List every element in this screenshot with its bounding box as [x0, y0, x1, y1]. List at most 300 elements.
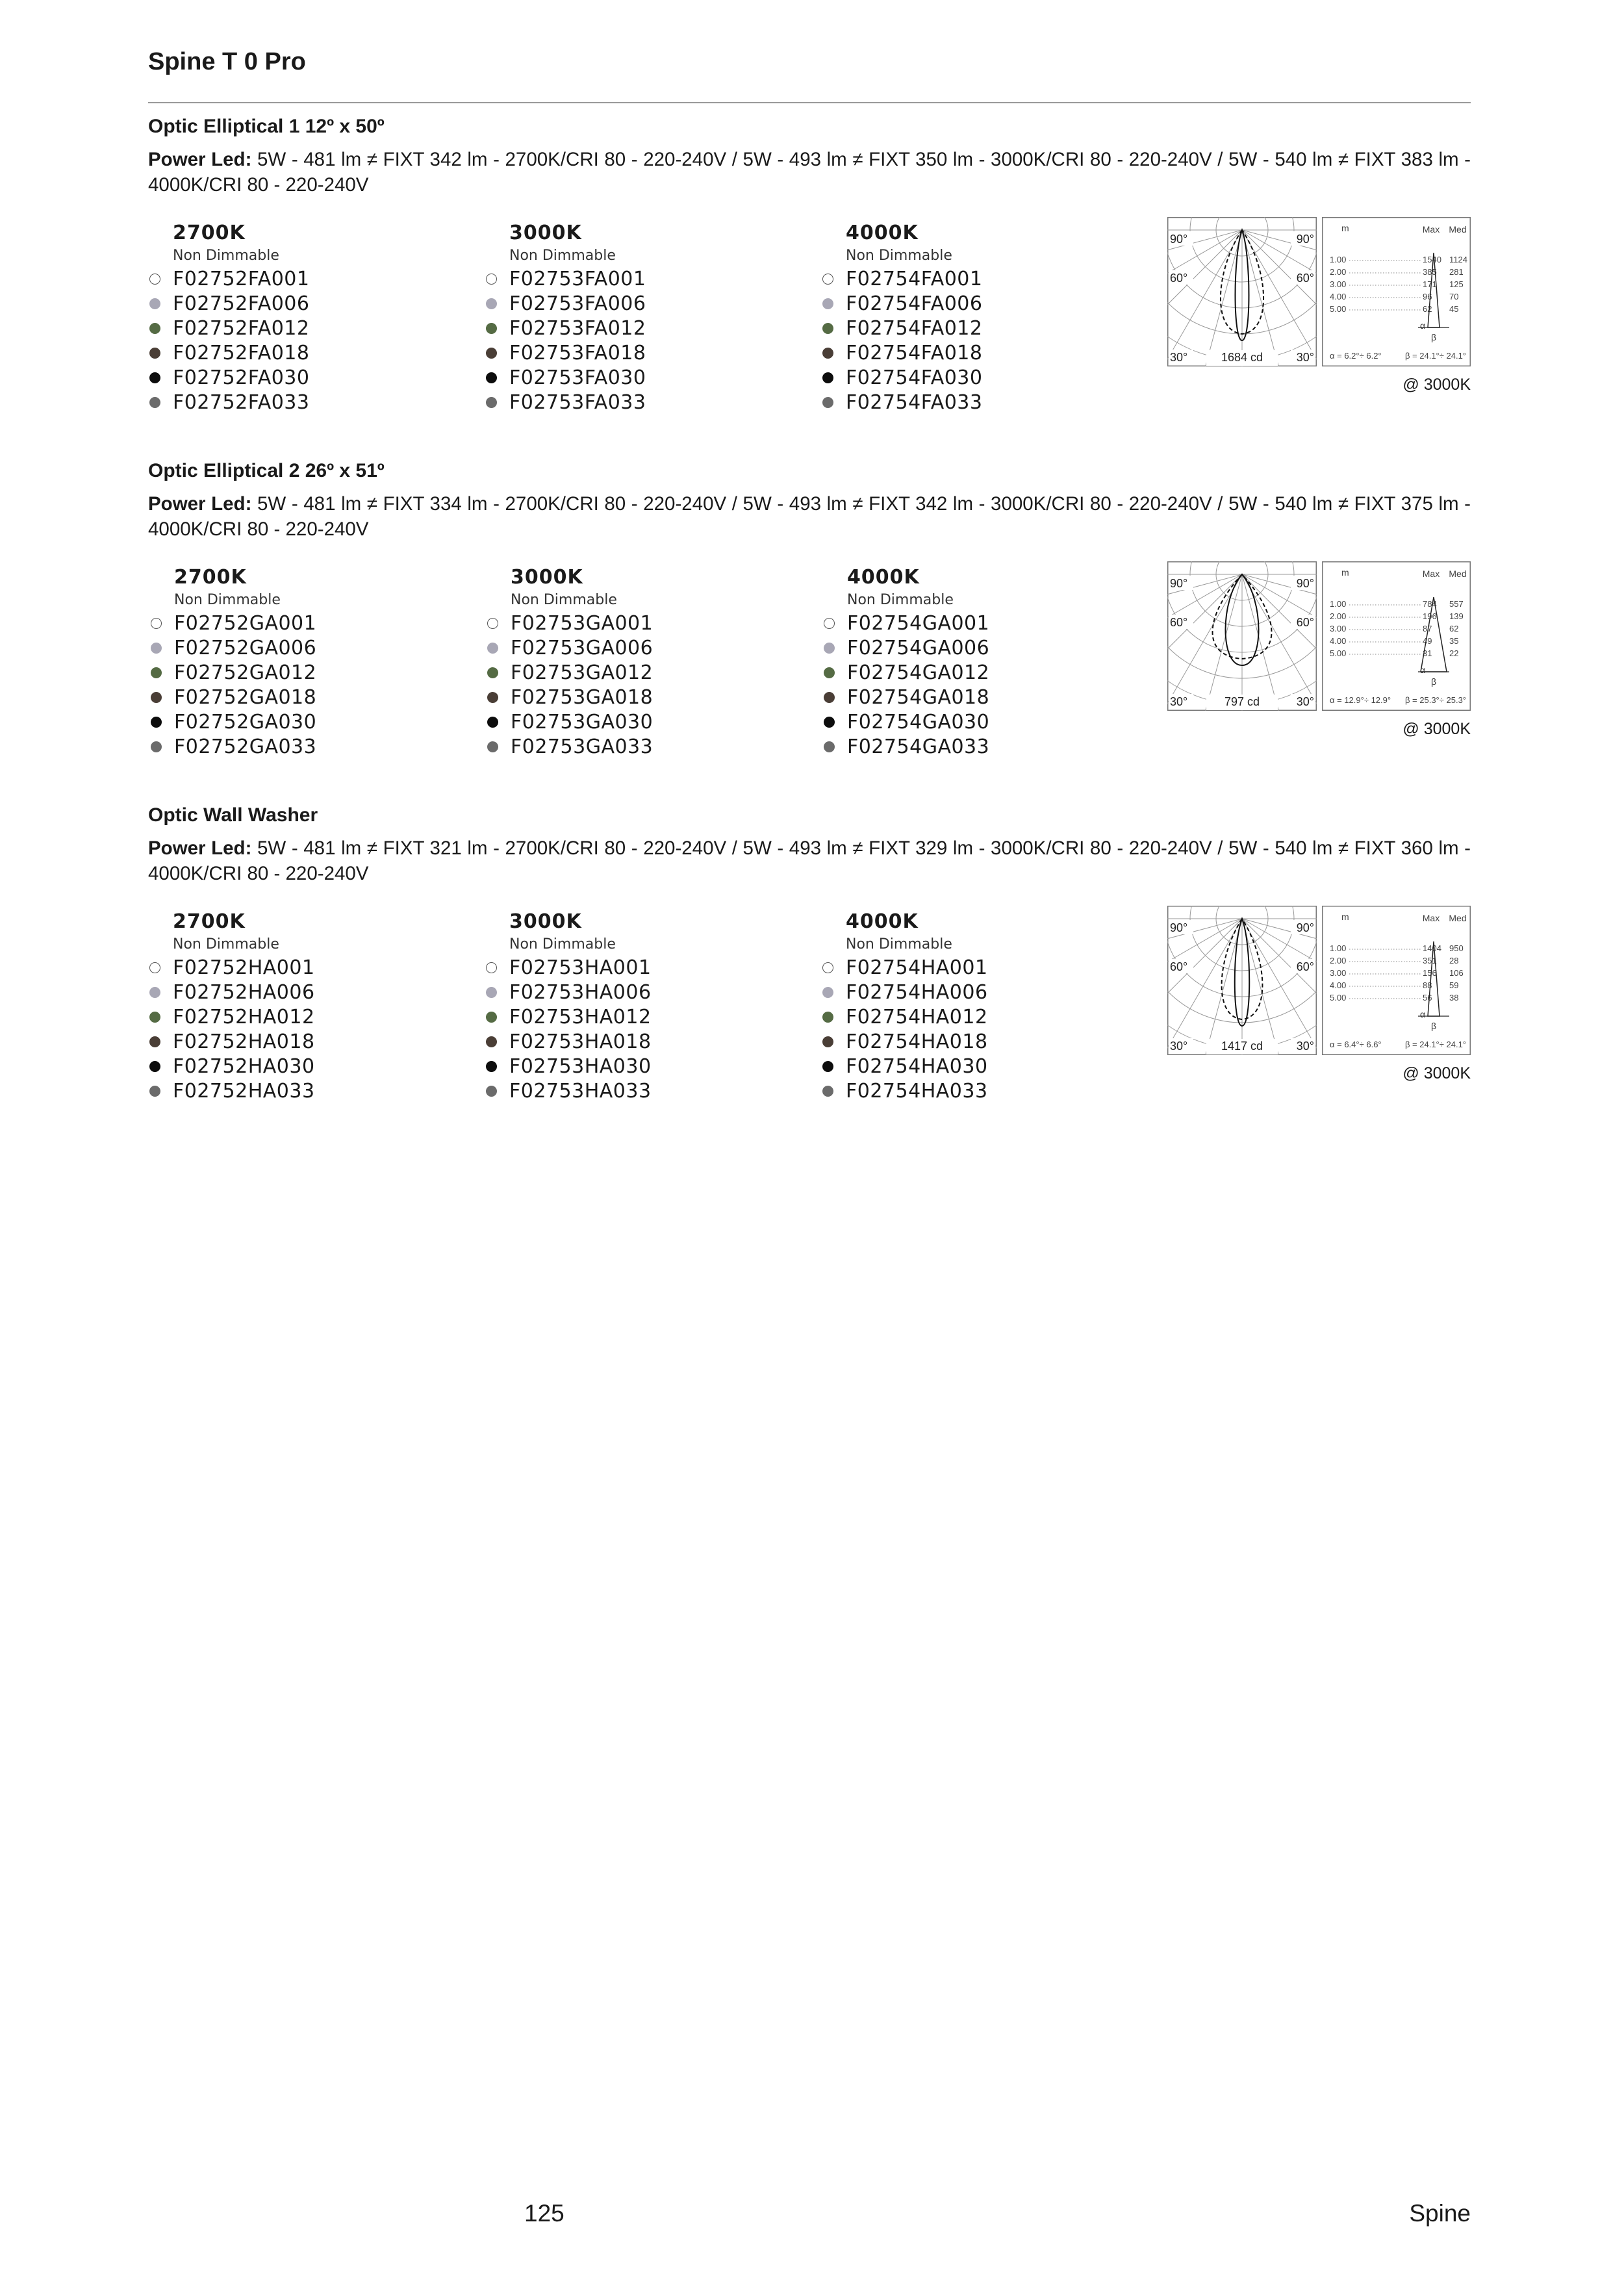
product-code: F02753HA012 — [509, 1005, 652, 1028]
unit-label: m — [1341, 912, 1349, 922]
distance-value: 1.00 — [1330, 943, 1347, 953]
max-value: 351 — [1423, 956, 1437, 965]
product-code: F02752GA001 — [174, 611, 317, 635]
color-temperature: 4000K — [846, 222, 919, 244]
reference-temperature: @ 3000K — [1402, 720, 1471, 738]
polar-angle-label: 90° — [1170, 921, 1188, 934]
max-header: Max — [1422, 224, 1440, 235]
alpha-angle: α = 6.2°÷ 6.2° — [1330, 351, 1382, 361]
beta-angle: β = 24.1°÷ 24.1° — [1404, 351, 1466, 361]
header-divider — [148, 102, 1471, 103]
finish-swatch-icon — [486, 1086, 497, 1097]
product-code-row — [149, 709, 455, 734]
dimming-type: Non Dimmable — [173, 936, 279, 952]
product-code: F02753GA001 — [511, 611, 653, 635]
med-value: 106 — [1449, 968, 1464, 978]
product-code-row — [485, 340, 790, 365]
finish-swatch-icon — [149, 987, 160, 998]
product-code: F02752GA033 — [174, 735, 317, 758]
distance-value: 5.00 — [1330, 304, 1347, 314]
product-code: F02752HA033 — [173, 1079, 315, 1103]
med-value: 1124 — [1449, 255, 1467, 264]
finish-swatch-icon — [487, 717, 498, 728]
reference-temperature: @ 3000K — [1402, 1064, 1471, 1082]
power-led-text: 5W - 481 lm ≠ FIXT 321 lm - 2700K/CRI 80 - 220-240V / 5W - 493 lm ≠ FIXT 329 lm - 3000K/CRI 80 - 220-240V / 5W - 540 lm ≠ FIXT 360 lm - 4000K/CRI 80 - 220-240V — [148, 837, 1471, 884]
alpha-angle: α = 6.4°÷ 6.6° — [1330, 1040, 1382, 1049]
polar-angle-label: 30° — [1296, 1040, 1314, 1053]
beta-angle: β = 25.3°÷ 25.3° — [1404, 695, 1466, 705]
product-code-row — [148, 365, 453, 390]
optic-section — [148, 116, 1471, 428]
product-code: F02752GA012 — [174, 661, 317, 684]
polar-angle-label: 30° — [1170, 695, 1188, 708]
finish-swatch-icon — [822, 348, 833, 359]
product-code-row — [148, 291, 453, 316]
finish-swatch-icon — [487, 667, 498, 678]
product-code-row — [485, 1054, 790, 1079]
max-value: 87 — [1423, 624, 1432, 633]
product-code-row — [148, 1029, 453, 1054]
polar-diagram — [1167, 906, 1317, 1055]
product-code: F02753FA012 — [509, 316, 646, 340]
max-value: 88 — [1423, 980, 1432, 990]
finish-swatch-icon — [149, 323, 160, 334]
finish-swatch-icon — [487, 618, 498, 629]
product-code-row — [822, 611, 1128, 635]
finish-swatch-icon — [822, 274, 833, 285]
beta-angle: β = 24.1°÷ 24.1° — [1404, 1040, 1466, 1049]
product-code: F02753HA018 — [509, 1030, 652, 1053]
product-code: F02753HA033 — [509, 1079, 652, 1103]
product-code: F02753HA030 — [509, 1054, 652, 1078]
product-code: F02752FA018 — [173, 341, 310, 364]
max-header: Max — [1422, 568, 1440, 579]
finish-swatch-icon — [486, 274, 497, 285]
max-value: 31 — [1423, 648, 1432, 658]
product-code-row — [486, 685, 791, 709]
distance-value: 4.00 — [1330, 636, 1347, 646]
finish-swatch-icon — [151, 741, 162, 752]
dimming-type: Non Dimmable — [846, 936, 952, 952]
finish-swatch-icon — [486, 987, 497, 998]
color-temperature: 4000K — [847, 566, 920, 589]
power-led-spec — [148, 491, 1471, 542]
product-code: F02753GA030 — [511, 710, 653, 734]
photometric-table — [1322, 906, 1471, 1055]
med-value: 28 — [1449, 956, 1459, 965]
med-value: 35 — [1449, 636, 1459, 646]
finish-swatch-icon — [822, 1012, 833, 1023]
temperature-column — [486, 565, 791, 759]
temperature-column — [149, 565, 455, 759]
product-code: F02752HA018 — [173, 1030, 315, 1053]
product-code: F02752FA001 — [173, 267, 310, 290]
distance-value: 1.00 — [1330, 255, 1347, 264]
finish-swatch-icon — [822, 1061, 833, 1072]
product-code: F02753HA001 — [509, 956, 652, 979]
finish-swatch-icon — [486, 397, 497, 408]
finish-swatch-icon — [822, 298, 833, 309]
finish-swatch-icon — [486, 1036, 497, 1047]
product-code: F02753GA018 — [511, 685, 653, 709]
product-code-row — [148, 316, 453, 340]
finish-swatch-icon — [824, 741, 835, 752]
temperature-column — [148, 221, 453, 415]
unit-label: m — [1341, 223, 1349, 233]
distance-value: 1.00 — [1330, 599, 1347, 609]
optic-title: Optic Wall Washer — [148, 804, 318, 826]
product-code: F02752FA030 — [173, 366, 310, 389]
distance-value: 4.00 — [1330, 980, 1347, 990]
power-led-text: 5W - 481 lm ≠ FIXT 342 lm - 2700K/CRI 80 - 220-240V / 5W - 493 lm ≠ FIXT 350 lm - 3000K/CRI 80 - 220-240V / 5W - 540 lm ≠ FIXT 383 lm - 4000K/CRI 80 - 220-240V — [148, 149, 1471, 196]
optic-title: Optic Elliptical 2 26º x 51º — [148, 460, 385, 481]
finish-swatch-icon — [149, 1061, 160, 1072]
polar-angle-label: 60° — [1170, 616, 1188, 629]
product-code-row — [821, 340, 1126, 365]
power-led-spec — [148, 147, 1471, 198]
product-code-row — [821, 1029, 1126, 1054]
color-temperature: 4000K — [846, 910, 919, 933]
polar-candela-label: 1684 cd — [1221, 351, 1263, 364]
product-code-row — [821, 1004, 1126, 1029]
product-code-row — [148, 1004, 453, 1029]
polar-angle-label: 30° — [1296, 351, 1314, 364]
power-led-label: Power Led: — [148, 149, 252, 170]
product-code-row — [822, 635, 1128, 660]
product-code: F02754GA006 — [847, 636, 990, 659]
med-value: 70 — [1449, 292, 1459, 301]
product-code: F02753GA006 — [511, 636, 653, 659]
product-code-row — [148, 955, 453, 980]
product-code-row — [148, 340, 453, 365]
product-code: F02754GA018 — [847, 685, 990, 709]
photometric-table — [1322, 217, 1471, 366]
product-code: F02754GA030 — [847, 710, 990, 734]
product-code-row — [821, 980, 1126, 1004]
finish-swatch-icon — [151, 618, 162, 629]
product-code-row — [485, 266, 790, 291]
finish-swatch-icon — [486, 1012, 497, 1023]
distance-value: 5.00 — [1330, 993, 1347, 1003]
product-code: F02753HA006 — [509, 980, 652, 1004]
product-code-row — [149, 734, 455, 759]
polar-angle-label: 90° — [1170, 577, 1188, 590]
product-code-row — [486, 635, 791, 660]
polar-angle-label: 90° — [1296, 921, 1314, 934]
temperature-column — [821, 910, 1126, 1103]
product-code-row — [821, 316, 1126, 340]
finish-swatch-icon — [822, 372, 833, 383]
product-code-row — [149, 660, 455, 685]
product-code: F02754FA001 — [846, 267, 983, 290]
optic-section — [148, 460, 1471, 772]
dimming-type: Non Dimmable — [509, 248, 616, 264]
finish-swatch-icon — [822, 962, 833, 973]
product-code-row — [149, 611, 455, 635]
product-code: F02754FA012 — [846, 316, 983, 340]
med-header: Med — [1449, 568, 1467, 579]
distance-value: 5.00 — [1330, 648, 1347, 658]
product-code: F02754FA006 — [846, 292, 983, 315]
alpha-symbol: α — [1419, 665, 1426, 675]
max-value: 56 — [1423, 993, 1432, 1003]
color-temperature: 3000K — [511, 566, 583, 589]
product-code: F02754FA033 — [846, 390, 983, 414]
med-value: 281 — [1449, 267, 1464, 277]
polar-candela-label: 797 cd — [1224, 695, 1260, 708]
finish-swatch-icon — [149, 274, 160, 285]
temperature-column — [822, 565, 1128, 759]
max-value: 196 — [1423, 611, 1437, 621]
finish-swatch-icon — [487, 741, 498, 752]
product-code: F02753GA012 — [511, 661, 653, 684]
max-value: 1540 — [1423, 255, 1441, 264]
finish-swatch-icon — [486, 962, 497, 973]
product-code: F02754HA030 — [846, 1054, 988, 1078]
dimming-type: Non Dimmable — [846, 248, 952, 264]
product-code-row — [148, 1054, 453, 1079]
polar-angle-label: 30° — [1170, 351, 1188, 364]
polar-angle-label: 60° — [1296, 272, 1314, 285]
distance-value: 2.00 — [1330, 267, 1347, 277]
product-code-row — [149, 635, 455, 660]
product-code-row — [822, 685, 1128, 709]
power-led-text: 5W - 481 lm ≠ FIXT 334 lm - 2700K/CRI 80 - 220-240V / 5W - 493 lm ≠ FIXT 342 lm - 3000K/CRI 80 - 220-240V / 5W - 540 lm ≠ FIXT 375 lm - 4000K/CRI 80 - 220-240V — [148, 493, 1471, 540]
polar-angle-label: 60° — [1170, 272, 1188, 285]
color-temperature: 2700K — [173, 222, 246, 244]
temperature-column — [821, 221, 1126, 415]
max-value: 49 — [1423, 636, 1432, 646]
product-code: F02754GA012 — [847, 661, 990, 684]
product-code: F02752GA006 — [174, 636, 317, 659]
finish-swatch-icon — [486, 1061, 497, 1072]
finish-swatch-icon — [824, 667, 835, 678]
med-value: 950 — [1449, 943, 1464, 953]
product-code: F02754GA033 — [847, 735, 990, 758]
product-code: F02754FA030 — [846, 366, 983, 389]
med-header: Med — [1449, 913, 1467, 923]
beta-symbol: β — [1430, 676, 1437, 687]
max-value: 1404 — [1423, 943, 1441, 953]
product-code-row — [485, 955, 790, 980]
finish-swatch-icon — [149, 397, 160, 408]
product-code-row — [821, 1079, 1126, 1103]
temperature-column — [485, 221, 790, 415]
finish-swatch-icon — [151, 643, 162, 654]
distance-value: 3.00 — [1330, 968, 1347, 978]
med-value: 38 — [1449, 993, 1459, 1003]
polar-diagram — [1167, 217, 1317, 366]
polar-angle-label: 30° — [1170, 1040, 1188, 1053]
product-code: F02752FA012 — [173, 316, 310, 340]
product-code-row — [821, 390, 1126, 415]
color-temperature: 3000K — [509, 222, 582, 244]
finish-swatch-icon — [149, 1012, 160, 1023]
distance-value: 2.00 — [1330, 956, 1347, 965]
med-value: 62 — [1449, 624, 1459, 633]
product-code-row — [486, 611, 791, 635]
product-code-row — [485, 291, 790, 316]
finish-swatch-icon — [824, 692, 835, 703]
finish-swatch-icon — [824, 618, 835, 629]
product-code: F02754GA001 — [847, 611, 990, 635]
finish-swatch-icon — [151, 692, 162, 703]
polar-angle-label: 90° — [1170, 233, 1188, 246]
product-code-row — [821, 955, 1126, 980]
polar-candela-label: 1417 cd — [1221, 1040, 1263, 1053]
finish-swatch-icon — [822, 1086, 833, 1097]
distance-value: 3.00 — [1330, 279, 1347, 289]
color-temperature: 3000K — [509, 910, 582, 933]
product-code: F02754FA018 — [846, 341, 983, 364]
polar-angle-label: 60° — [1296, 616, 1314, 629]
finish-swatch-icon — [824, 643, 835, 654]
polar-diagram — [1167, 561, 1317, 711]
max-value: 96 — [1423, 292, 1432, 301]
product-code: F02754HA012 — [846, 1005, 988, 1028]
finish-swatch-icon — [149, 372, 160, 383]
finish-swatch-icon — [149, 348, 160, 359]
product-code-row — [148, 266, 453, 291]
max-value: 62 — [1423, 304, 1432, 314]
product-code-row — [486, 660, 791, 685]
max-value: 156 — [1423, 968, 1437, 978]
product-code-row — [485, 365, 790, 390]
product-code: F02753FA001 — [509, 267, 646, 290]
med-value: 22 — [1449, 648, 1459, 658]
product-code: F02752FA033 — [173, 390, 310, 414]
max-value: 784 — [1423, 599, 1437, 609]
dimming-type: Non Dimmable — [173, 248, 279, 264]
finish-swatch-icon — [151, 667, 162, 678]
product-code-row — [821, 291, 1126, 316]
product-code: F02752FA006 — [173, 292, 310, 315]
temperature-column — [148, 910, 453, 1103]
product-code-row — [486, 709, 791, 734]
product-code: F02752HA030 — [173, 1054, 315, 1078]
temperature-column — [485, 910, 790, 1103]
product-code-row — [486, 734, 791, 759]
product-code-row — [822, 734, 1128, 759]
polar-angle-label: 90° — [1296, 577, 1314, 590]
product-code: F02753GA033 — [511, 735, 653, 758]
reference-temperature: @ 3000K — [1402, 376, 1471, 394]
product-code-row — [485, 980, 790, 1004]
product-code-row — [149, 685, 455, 709]
distance-value: 3.00 — [1330, 624, 1347, 633]
product-code: F02754HA001 — [846, 956, 988, 979]
max-value: 385 — [1423, 267, 1437, 277]
product-code: F02754HA018 — [846, 1030, 988, 1053]
alpha-angle: α = 12.9°÷ 12.9° — [1330, 695, 1391, 705]
power-led-label: Power Led: — [148, 837, 252, 859]
finish-swatch-icon — [487, 643, 498, 654]
collection-name: Spine — [1409, 2200, 1471, 2227]
finish-swatch-icon — [486, 323, 497, 334]
med-value: 557 — [1449, 599, 1464, 609]
med-value: 125 — [1449, 279, 1464, 289]
dimming-type: Non Dimmable — [511, 592, 617, 608]
page-number: 125 — [524, 2200, 565, 2227]
product-code-row — [148, 390, 453, 415]
finish-swatch-icon — [486, 298, 497, 309]
product-code: F02752HA012 — [173, 1005, 315, 1028]
finish-swatch-icon — [149, 298, 160, 309]
finish-swatch-icon — [487, 692, 498, 703]
beta-symbol: β — [1430, 1021, 1437, 1031]
med-value: 45 — [1449, 304, 1459, 314]
distance-value: 2.00 — [1330, 611, 1347, 621]
page-title: Spine T 0 Pro — [148, 48, 306, 75]
product-code: F02754HA033 — [846, 1079, 988, 1103]
product-code: F02753FA033 — [509, 390, 646, 414]
optic-section — [148, 804, 1471, 1116]
finish-swatch-icon — [486, 372, 497, 383]
product-code: F02752GA030 — [174, 710, 317, 734]
polar-angle-label: 90° — [1296, 233, 1314, 246]
med-value: 59 — [1449, 980, 1459, 990]
finish-swatch-icon — [149, 1036, 160, 1047]
product-code-row — [485, 1029, 790, 1054]
beta-symbol: β — [1430, 332, 1437, 342]
color-temperature: 2700K — [174, 566, 247, 589]
power-led-spec — [148, 836, 1471, 886]
photometric-table — [1322, 561, 1471, 711]
product-code-row — [148, 1079, 453, 1103]
finish-swatch-icon — [822, 323, 833, 334]
product-code-row — [821, 1054, 1126, 1079]
power-led-label: Power Led: — [148, 493, 252, 515]
product-code: F02752HA006 — [173, 980, 315, 1004]
dimming-type: Non Dimmable — [509, 936, 616, 952]
product-code: F02752GA018 — [174, 685, 317, 709]
product-code-row — [821, 266, 1126, 291]
alpha-symbol: α — [1419, 320, 1426, 331]
finish-swatch-icon — [824, 717, 835, 728]
finish-swatch-icon — [822, 1036, 833, 1047]
max-header: Max — [1422, 913, 1440, 923]
product-code: F02752HA001 — [173, 956, 315, 979]
alpha-symbol: α — [1419, 1009, 1426, 1019]
med-header: Med — [1449, 224, 1467, 235]
polar-angle-label: 30° — [1296, 695, 1314, 708]
product-code-row — [148, 980, 453, 1004]
product-code: F02753FA030 — [509, 366, 646, 389]
dimming-type: Non Dimmable — [174, 592, 281, 608]
polar-angle-label: 60° — [1296, 960, 1314, 973]
finish-swatch-icon — [151, 717, 162, 728]
unit-label: m — [1341, 567, 1349, 578]
max-value: 171 — [1423, 279, 1437, 289]
product-code-row — [821, 365, 1126, 390]
product-code-row — [485, 1079, 790, 1103]
dimming-type: Non Dimmable — [847, 592, 954, 608]
finish-swatch-icon — [149, 1086, 160, 1097]
med-value: 139 — [1449, 611, 1464, 621]
distance-value: 4.00 — [1330, 292, 1347, 301]
finish-swatch-icon — [822, 397, 833, 408]
product-code: F02753FA006 — [509, 292, 646, 315]
product-code: F02754HA006 — [846, 980, 988, 1004]
product-code-row — [822, 660, 1128, 685]
product-code-row — [485, 1004, 790, 1029]
finish-swatch-icon — [486, 348, 497, 359]
product-code-row — [822, 709, 1128, 734]
color-temperature: 2700K — [173, 910, 246, 933]
product-code: F02753FA018 — [509, 341, 646, 364]
polar-angle-label: 60° — [1170, 960, 1188, 973]
finish-swatch-icon — [822, 987, 833, 998]
